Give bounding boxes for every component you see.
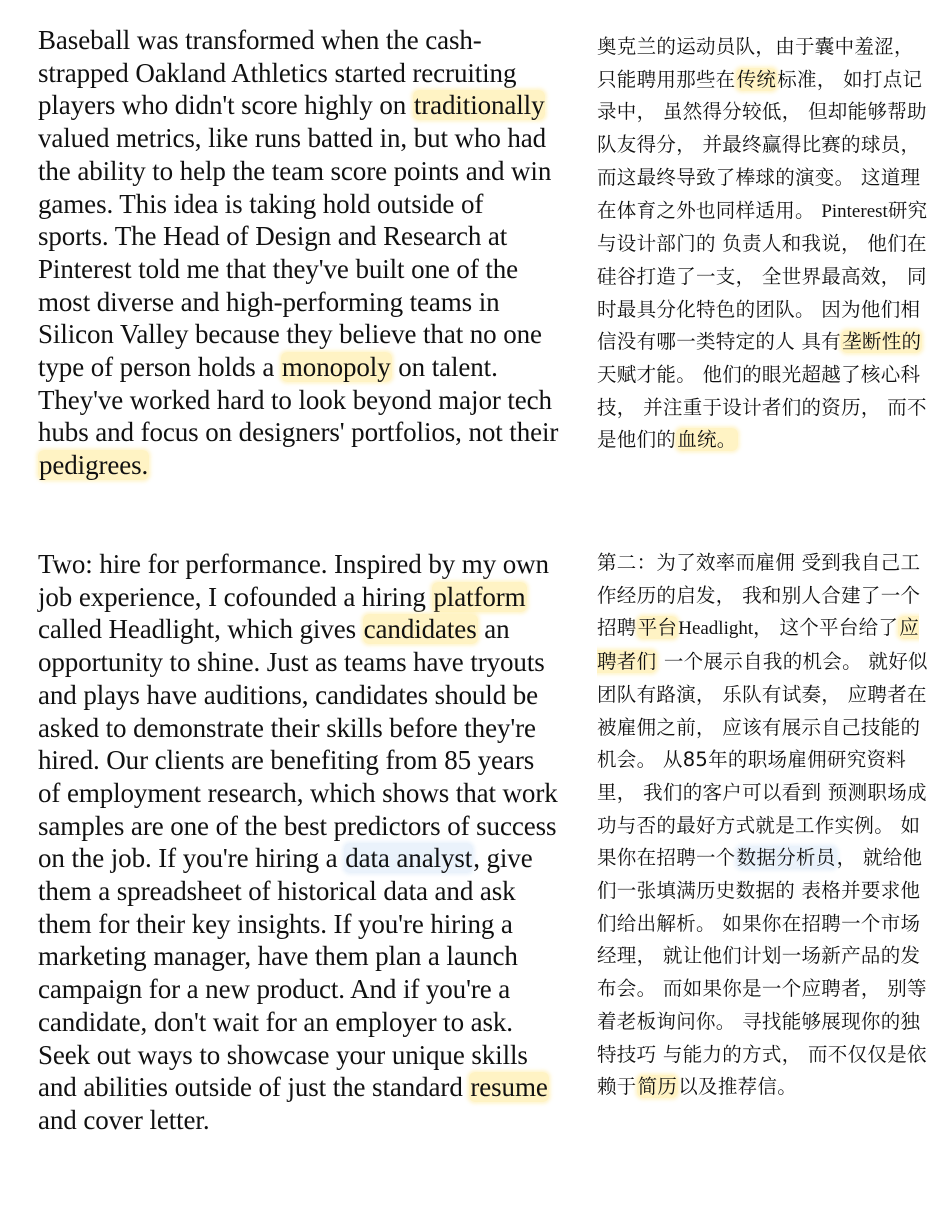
english-text: on talent. They've worked hard to look beyond major tech hubs and focus on designers' portfolios, not their bbox=[38, 352, 559, 448]
english-text: an opportunity to shine. Just as teams have tryouts and plays have auditions, candidates should be asked to demonstrate their skills before they're hired. Our clients are benefiting from 85 years of employment research, which shows that work samples are one of the best predictors of success on the job. If you're hiring a bbox=[38, 614, 558, 874]
highlighted-word[interactable]: 传统 bbox=[736, 67, 777, 91]
highlighted-word[interactable]: pedigrees. bbox=[39, 450, 149, 481]
highlighted-word[interactable]: traditionally bbox=[413, 90, 545, 121]
chinese-text: 第二：为了效率而雇佣 受到我自己工作经历的启发， 我和别人合建了一个 招聘 bbox=[597, 551, 921, 640]
highlighted-word[interactable]: monopoly bbox=[281, 352, 391, 383]
chinese-text: 以及推荐信。 bbox=[678, 1075, 798, 1099]
highlighted-word[interactable]: 平台 bbox=[637, 616, 678, 640]
english-text: Baseball was transformed when the cash-strapped Oakland Athletics started recruiting players who didn't score highly on bbox=[38, 25, 517, 121]
highlighted-word[interactable]: candidates bbox=[363, 614, 477, 645]
highlighted-word[interactable]: 垄断性的 bbox=[842, 330, 922, 354]
english-text: called Headlight, which gives bbox=[38, 614, 363, 645]
chinese-text: ， 这个平台给了 bbox=[753, 616, 899, 640]
highlighted-word[interactable]: platform bbox=[433, 581, 526, 612]
chinese-paragraph-2 bbox=[597, 547, 932, 1104]
chinese-text: 一个展示自我的机会。 就好似团队有路演， 乐队有试奏， 应聘者在被雇佣之前， 应该有展示自己技能的机会。 从85年的职场雇佣研究资料里， 我们的客户可以看到 预测职场成功与否的最好方式就是工作实例。 如果你在招聘一个 bbox=[597, 650, 928, 870]
chinese-latin-word: Headlight bbox=[678, 618, 754, 640]
english-paragraph-2 bbox=[38, 548, 560, 1137]
chinese-text: 研究与设计部门的 负责人和我说， 他们在硅谷打造了一支， 全世界最高效， 同时最具分化特色的团队。 因为他们相信没有哪一类特定的人 具有 bbox=[597, 198, 928, 354]
chinese-text: 天赋才能。 他们的眼光超越了核心科技， 并注重于设计者们的资历， 而不是他们的 bbox=[597, 363, 927, 452]
chinese-text: 标准， 如打点记录中， 虽然得分较低， 但却能够帮助队友得分， 并最终赢得比赛的球员， 而这最终导致了棒球的演变。 这道理在体育之外也同样适用。 bbox=[597, 67, 927, 222]
english-text: , give them a spreadsheet of historical data and ask them for their key insights. If you're hiring a marketing manager, have them plan a launch campaign for a new product. And if you're a candidate, don't wait for an employer to ask. Seek out ways to showcase your unique skills and abilities outside of just the standard bbox=[38, 843, 533, 1103]
english-text: and cover letter. bbox=[38, 1104, 210, 1135]
highlighted-word-blue[interactable]: 数据分析员 bbox=[736, 846, 836, 870]
highlighted-word[interactable]: 血统。 bbox=[677, 428, 737, 452]
english-paragraph-1 bbox=[38, 24, 560, 482]
chinese-latin-word: Pinterest bbox=[821, 200, 888, 222]
highlighted-word[interactable]: 应聘者们 bbox=[597, 616, 920, 674]
chinese-paragraph-1 bbox=[597, 31, 932, 457]
highlighted-word[interactable]: resume bbox=[470, 1072, 548, 1103]
chinese-text: ， 就给他们一张填满历史数据的 表格并要求他们给出解析。 如果你在招聘一个市场经理， 就让他们计划一场新产品的发布会。 而如果你是一个应聘者， 别等着老板询问你。 寻找能够展现你的独特技巧 与能力的方式， 而不仅仅是依赖于 bbox=[597, 846, 927, 1099]
highlighted-word[interactable]: 简历 bbox=[637, 1075, 678, 1099]
english-text: valued metrics, like runs batted in, but who had the ability to help the team score points and win games. This idea is taking hold outside of sports. The Head of Design and Research at Pinterest told me that they've built one of the most diverse and high-performing teams in Silicon Valley because they believe that no one type of person holds a bbox=[38, 123, 552, 383]
chinese-text: 奥克兰的运动员队，由于囊中羞涩， 只能聘用那些在 bbox=[597, 35, 914, 91]
highlighted-word-blue[interactable]: data analyst bbox=[345, 843, 473, 874]
english-text: Two: hire for performance. Inspired by my own job experience, I cofounded a hiring bbox=[38, 549, 549, 612]
